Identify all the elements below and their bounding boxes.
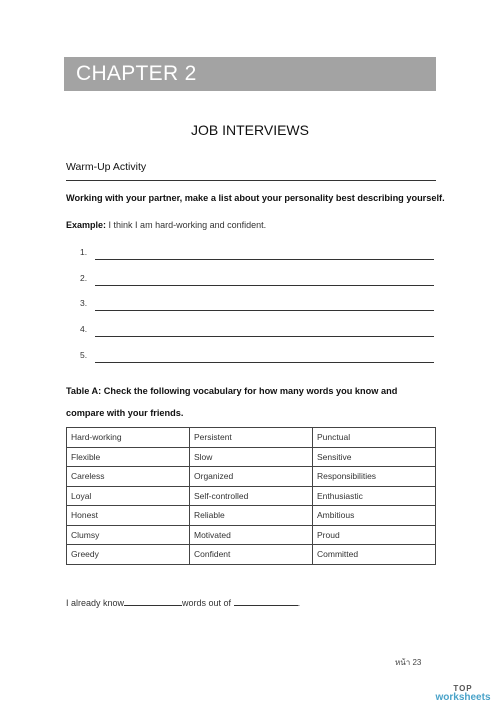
table-cell[interactable]: Punctual <box>313 428 436 448</box>
example-rest: hard-working and confident. <box>155 220 267 230</box>
table-row <box>67 506 436 526</box>
answer-number: 4. <box>80 324 88 334</box>
table-cell[interactable]: Committed <box>313 545 436 565</box>
table-cell[interactable]: Clumsy <box>67 525 190 545</box>
watermark-brand: worksheets <box>435 692 491 703</box>
answer-number: 5. <box>80 350 88 360</box>
table-cell[interactable]: Flexible <box>67 447 190 467</box>
page-number: หน้า 23 <box>395 658 422 667</box>
warmup-instruction: Working with your partner, make a list about your personality best describing yourself. <box>66 193 445 203</box>
table-cell[interactable]: Enthusiastic <box>313 486 436 506</box>
table-cell[interactable]: Hard-working <box>67 428 190 448</box>
table-cell[interactable]: Slow <box>190 447 313 467</box>
answer-number: 1. <box>80 247 88 257</box>
table-cell[interactable]: Persistent <box>190 428 313 448</box>
page-title: JOB INTERVIEWS <box>191 122 309 138</box>
table-cell[interactable]: Ambitious <box>313 506 436 526</box>
table-row <box>67 545 436 565</box>
example-lead: I think I am <box>108 220 153 230</box>
watermark-top: TOP <box>453 684 473 693</box>
table-cell[interactable]: Responsibilities <box>313 467 436 487</box>
table-cell[interactable]: Honest <box>67 506 190 526</box>
table-row <box>67 467 436 487</box>
watermark-logo <box>432 684 494 702</box>
table-cell[interactable]: Motivated <box>190 525 313 545</box>
table-cell[interactable]: Greedy <box>67 545 190 565</box>
answer-line-1[interactable] <box>80 247 436 261</box>
answer-rule <box>95 310 434 311</box>
table-row <box>67 525 436 545</box>
answer-rule <box>95 336 434 337</box>
answer-number: 3. <box>80 298 88 308</box>
answer-line-4[interactable] <box>80 324 436 338</box>
summary-part2: words out of <box>182 598 232 608</box>
answer-line-3[interactable] <box>80 298 436 312</box>
answer-rule <box>95 285 434 286</box>
answer-rule <box>95 362 434 363</box>
table-cell[interactable]: Confident <box>190 545 313 565</box>
table-row <box>67 447 436 467</box>
answer-line-5[interactable] <box>80 350 436 364</box>
example-sentence <box>66 220 266 230</box>
chapter-label: CHAPTER 2 <box>76 62 197 85</box>
total-count-blank[interactable] <box>234 596 298 606</box>
table-cell[interactable]: Sensitive <box>313 447 436 467</box>
summary-sentence <box>66 596 300 608</box>
example-label: Example: <box>66 220 107 230</box>
answer-line-2[interactable] <box>80 273 436 287</box>
chapter-banner <box>64 57 436 91</box>
table-a-caption: Table A: Check the following vocabulary for how many words you know and compare with your friends. <box>66 386 398 418</box>
table-cell[interactable]: Organized <box>190 467 313 487</box>
vocabulary-table <box>66 427 436 565</box>
answer-number: 2. <box>80 273 88 283</box>
table-cell[interactable]: Careless <box>67 467 190 487</box>
table-cell[interactable]: Proud <box>313 525 436 545</box>
table-cell[interactable]: Reliable <box>190 506 313 526</box>
section-divider <box>66 180 436 181</box>
table-cell[interactable]: Self-controlled <box>190 486 313 506</box>
summary-part1: I already know <box>66 598 125 608</box>
warmup-heading: Warm-Up Activity <box>66 161 147 173</box>
table-row <box>67 486 436 506</box>
table-row <box>67 428 436 448</box>
known-count-blank[interactable] <box>124 596 182 606</box>
table-cell[interactable]: Loyal <box>67 486 190 506</box>
summary-end: . <box>297 598 301 608</box>
answer-rule <box>95 259 434 260</box>
